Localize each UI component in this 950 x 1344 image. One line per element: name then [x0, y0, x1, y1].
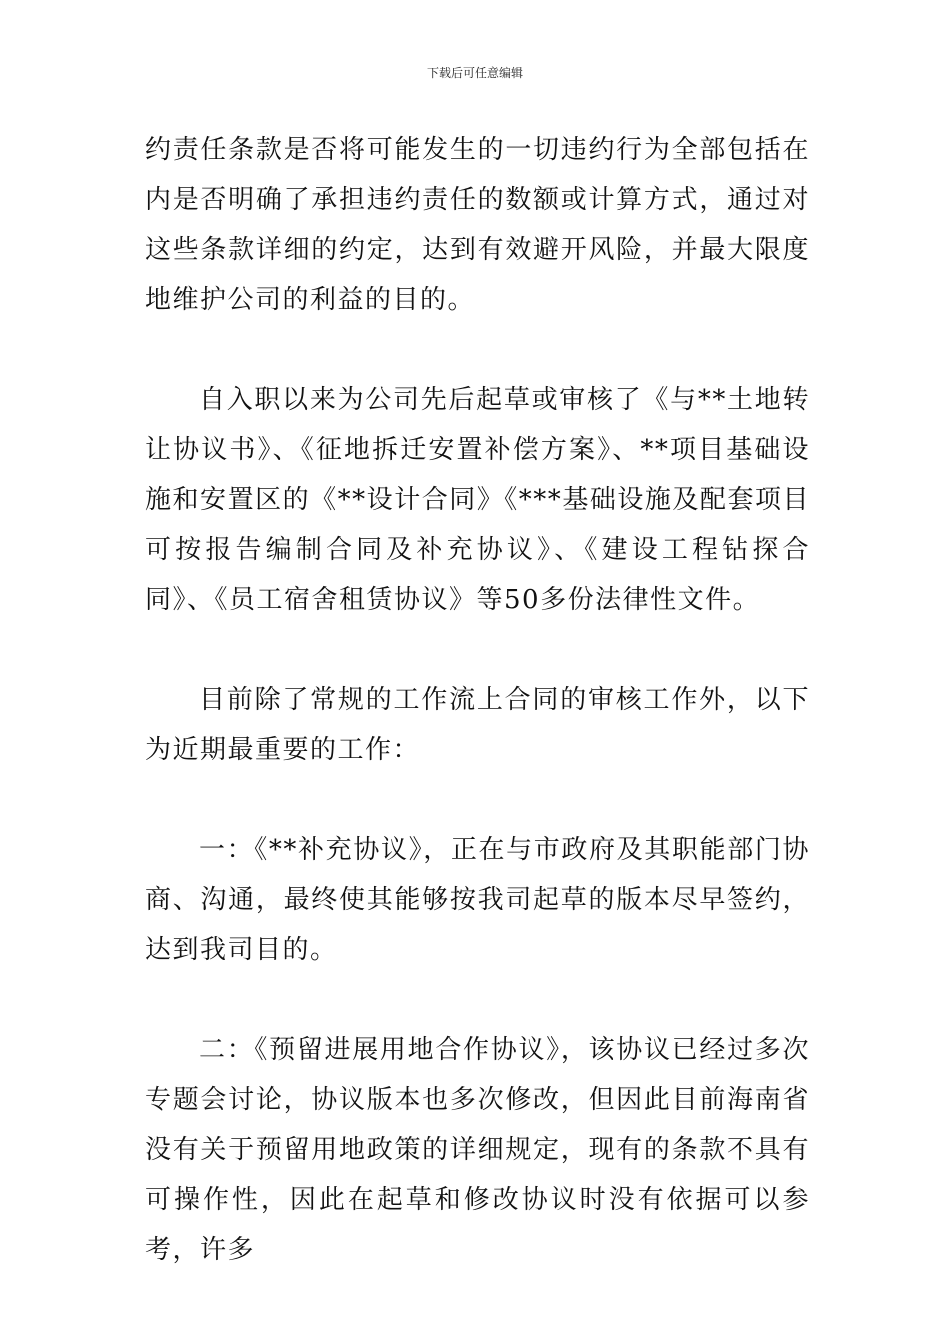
paragraph-5: 二：《预留进展用地合作协议》，该协议已经过多次专题会讨论，协议版本也多次修改，但因此目前海南省没有关于预留用地政策的详细规定，现有的条款不具有可操作性，因此在起草和修改协议时没有依据可以参考，许多 [145, 1035, 810, 1265]
paragraph-1: 约责任条款是否将可能发生的一切违约行为全部包括在内是否明确了承担违约责任的数额或计算方式，通过对这些条款详细的约定，达到有效避开风险，并最大限度地维护公司的利益的目的。 [145, 135, 810, 315]
paragraph-gap [145, 325, 810, 375]
paragraph-2: 自入职以来为公司先后起草或审核了《与**土地转让协议书》、《征地拆迁安置补偿方案》、**项目基础设施和安置区的《**设计合同》《***基础设施及配套项目可按报告编制合同及补充协议》、《建设工程钻探合同》、《员工宿舍租赁协议》等50多份法律性文件。 [145, 385, 810, 615]
paragraph-4: 一：《**补充协议》，正在与市政府及其职能部门协商、沟通，最终使其能够按我司起草的版本尽早签约，达到我司目的。 [145, 835, 810, 965]
paragraph-gap [145, 975, 810, 1025]
paragraph-gap [145, 775, 810, 825]
page-header: 下载后可任意编辑 [426, 66, 523, 80]
paragraph-gap [145, 625, 810, 675]
document-body [145, 125, 810, 1275]
paragraph-3: 目前除了常规的工作流上合同的审核工作外，以下为近期最重要的工作： [145, 685, 810, 765]
